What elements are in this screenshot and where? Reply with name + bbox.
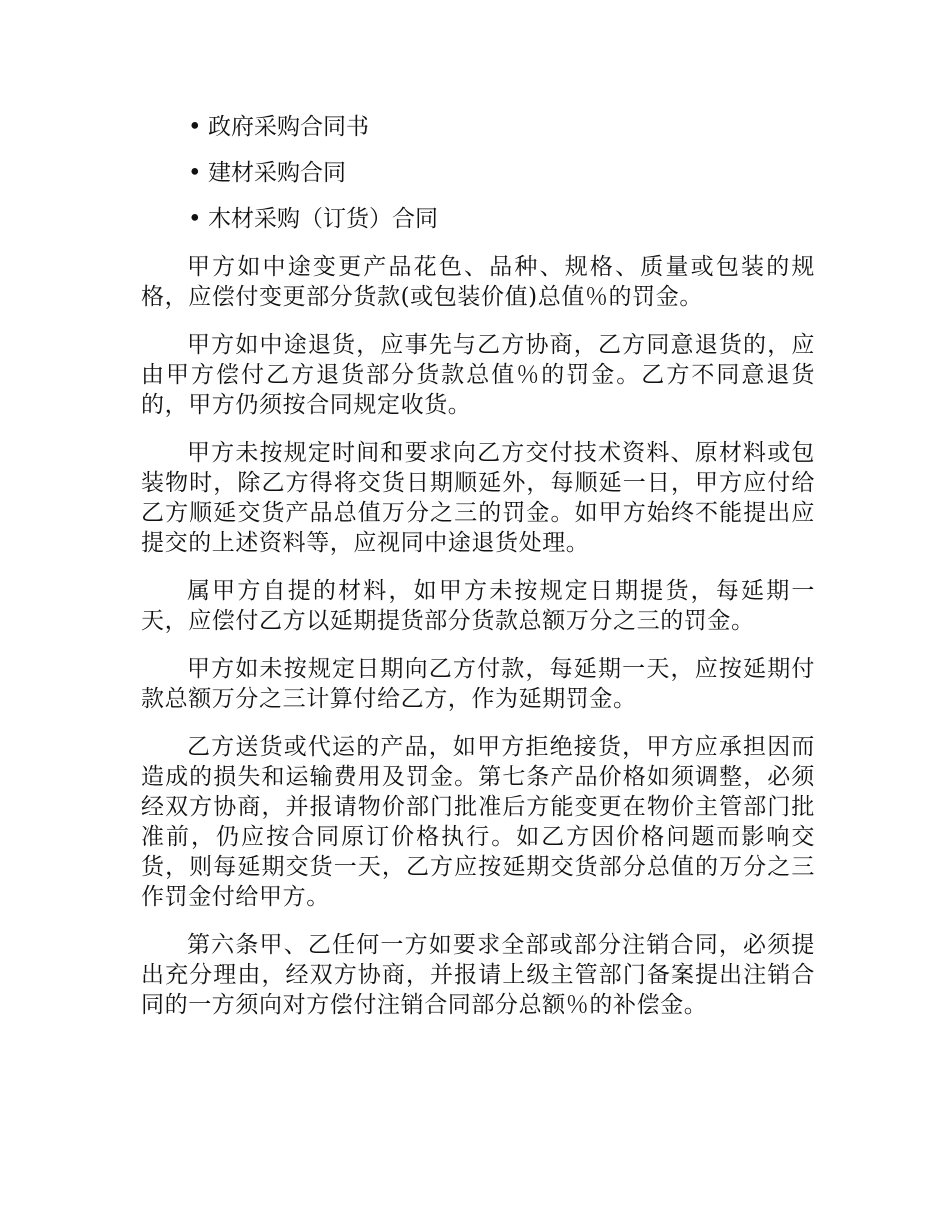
- bullet-icon: •: [188, 160, 202, 186]
- bullet-icon: •: [188, 114, 202, 140]
- related-contracts-list: [188, 112, 438, 250]
- list-item: [188, 112, 438, 142]
- list-item: [188, 204, 438, 234]
- paragraph-technical-materials: 甲方未按规定时间和要求向乙方交付技术资料、原材料或包装物时，除乙方得将交货日期顺延外，每顺延一日，甲方应付给乙方顺延交货产品总值万分之三的罚金。如甲方始终不能提出应提交的上述资料等，应视同中途退货处理。: [141, 440, 815, 556]
- list-item: [188, 158, 438, 188]
- list-item-text: 政府采购合同书: [208, 114, 369, 140]
- paragraph-late-payment: 甲方如未按规定日期向乙方付款，每延期一天，应按延期付款总额万分之三计算付给乙方，作为延期罚金。: [141, 656, 815, 712]
- paragraph-refuse-delivery: 乙方送货或代运的产品，如甲方拒绝接货，甲方应承担因而造成的损失和运输费用及罚金。第七条产品价格如须调整，必须经双方协商，并报请物价部门批准后方能变更在物价主管部门批准前，仍应按合同原订价格执行。如乙方因价格问题而影响交货，则每延期交货一天，乙方应按延期交货部分总值的万分之三作罚金付给甲方。: [141, 734, 815, 910]
- list-item-text: 木材采购（订货）合同: [208, 206, 438, 232]
- bullet-icon: •: [188, 206, 202, 232]
- paragraph-cancel-contract: 第六条甲、乙任何一方如要求全部或部分注销合同，必须提出充分理由，经双方协商，并报请上级主管部门备案提出注销合同的一方须向对方偿付注销合同部分总额％的补偿金。: [141, 932, 815, 1018]
- list-item-text: 建材采购合同: [208, 160, 346, 186]
- contract-body: [141, 252, 815, 1038]
- paragraph-return-goods: 甲方如中途退货，应事先与乙方协商，乙方同意退货的，应由甲方偿付乙方退货部分货款总值％的罚金。乙方不同意退货的，甲方仍须按合同规定收货。: [141, 332, 815, 418]
- paragraph-self-pickup: 属甲方自提的材料，如甲方未按规定日期提货，每延期一天，应偿付乙方以延期提货部分货款总额万分之三的罚金。: [141, 578, 815, 634]
- paragraph-change-spec: 甲方如中途变更产品花色、品种、规格、质量或包装的规格，应偿付变更部分货款(或包装价值)总值％的罚金。: [141, 254, 815, 310]
